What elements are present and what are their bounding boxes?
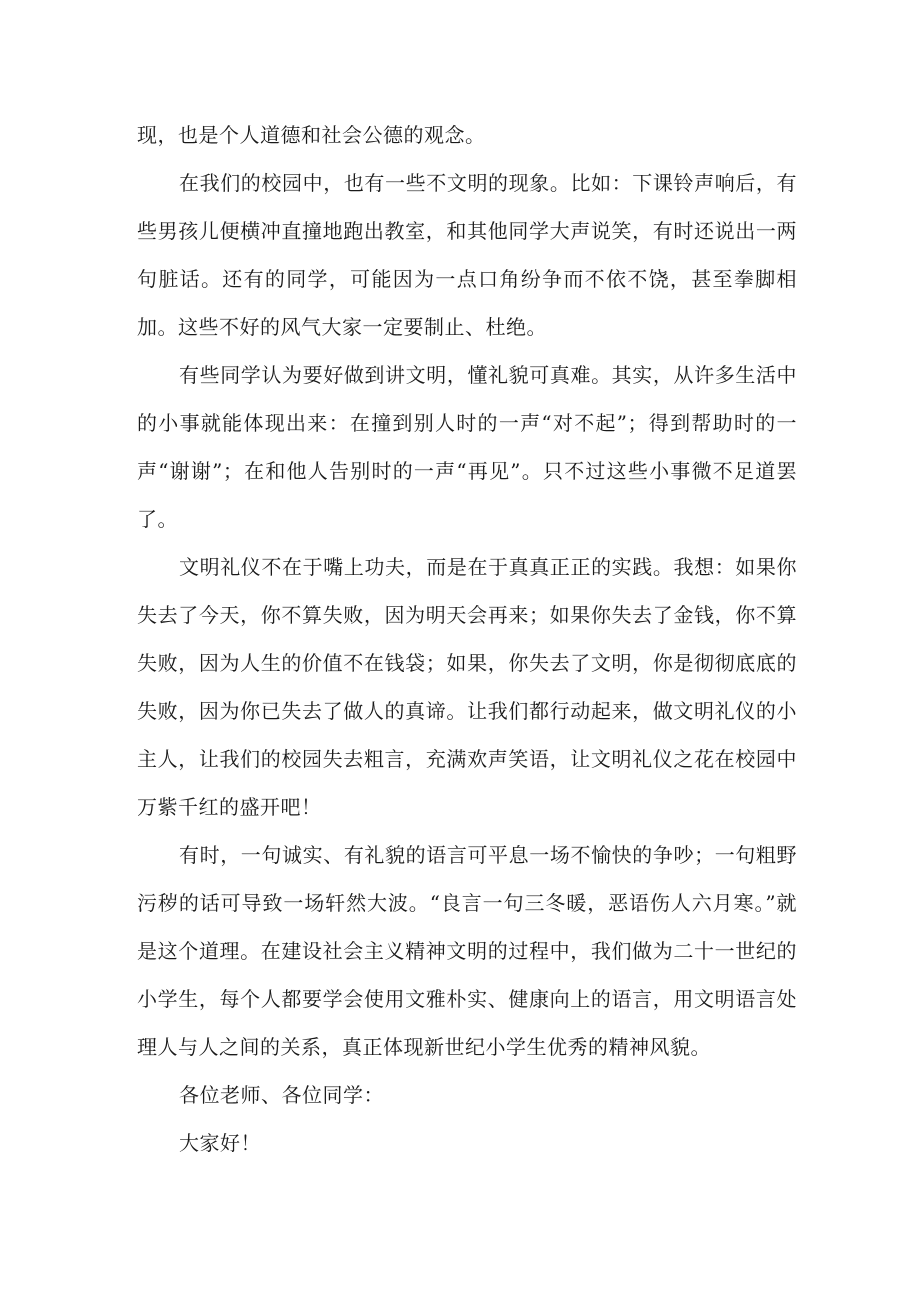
- paragraph-5: 有时，一句诚实、有礼貌的语言可平息一场不愉快的争吵；一句粗野污秽的话可导致一场轩然大波。“良言一句三冬暖，恶语伤人六月寒。”就是这个道理。在建设社会主义精神文明的过程中，我们做为二十一世纪的小学生，每个人都要学会使用文雅朴实、健康向上的语言，用文明语言处理人与人之间的关系，真正体现新世纪小学生优秀的精神风貌。: [137, 843, 797, 1059]
- salutation: 各位老师、各位同学：: [179, 1083, 384, 1107]
- paragraph-1: 现，也是个人道德和社会公德的观念。: [137, 123, 486, 147]
- paragraph-2: 在我们的校园中，也有一些不文明的现象。比如：下课铃声响后，有些男孩儿便横冲直撞地跑出教室，和其他同学大声说笑，有时还说出一两句脏话。还有的同学，可能因为一点口角纷争而不依不饶，甚至拳脚相加。这些不好的风气大家一定要制止、杜绝。: [137, 171, 797, 339]
- paragraph-4: 文明礼仪不在于嘴上功夫，而是在于真真正正的实践。我想：如果你失去了今天，你不算失败，因为明天会再来；如果你失去了金钱，你不算失败，因为人生的价值不在钱袋；如果，你失去了文明，你是彻彻底底的失败，因为你已失去了做人的真谛。让我们都行动起来，做文明礼仪的小主人，让我们的校园失去粗言，充满欢声笑语，让文明礼仪之花在校园中万紫千红的盛开吧！: [137, 555, 797, 819]
- document-body: [137, 111, 797, 1167]
- greeting: 大家好！: [179, 1131, 261, 1155]
- paragraph-3: 有些同学认为要好做到讲文明，懂礼貌可真难。其实，从许多生活中的小事就能体现出来：在撞到别人时的一声“对不起”；得到帮助时的一声“谢谢”；在和他人告别时的一声“再见”。只不过这些小事微不足道罢了。: [137, 363, 797, 531]
